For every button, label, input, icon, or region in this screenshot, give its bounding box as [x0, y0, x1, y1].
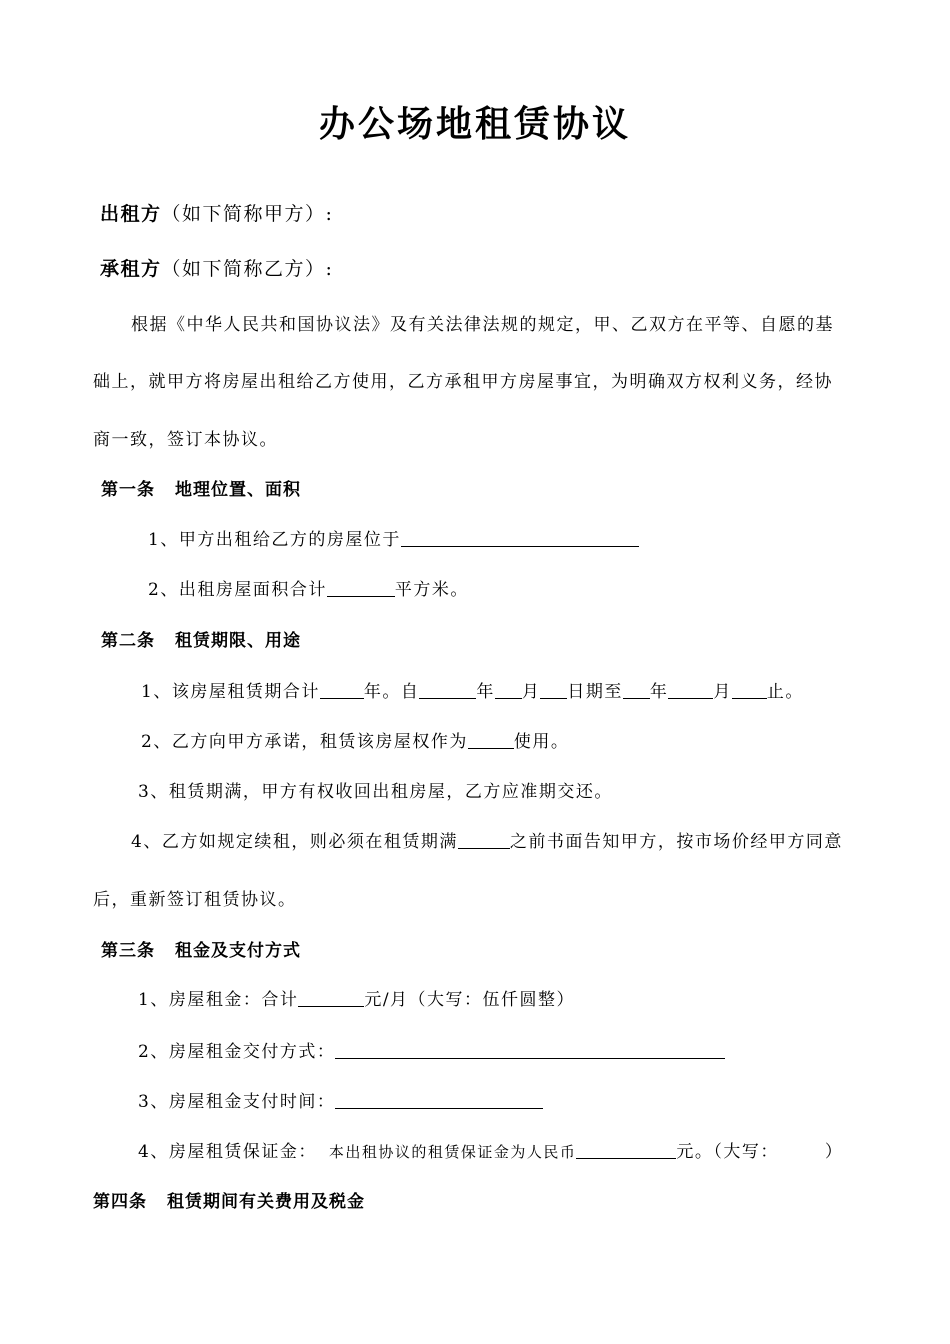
article-4-number: 第四条	[93, 1192, 147, 1212]
deposit-amount-blank[interactable]	[576, 1140, 676, 1159]
intro-line-2: 础上，就甲方将房屋出租给乙方使用，乙方承租甲方房屋事宜，为明确双方权利义务，经协	[93, 372, 833, 392]
start-month-blank[interactable]	[495, 680, 522, 699]
document-title: 办公场地租赁协议	[318, 104, 631, 145]
lessor-note: （如下简称甲方）:	[161, 203, 334, 225]
lessee-line	[100, 257, 333, 281]
lessor-label: 出租方	[100, 203, 162, 225]
article-1-item-1: 1、甲方出租给乙方的房屋位于	[148, 528, 639, 552]
address-blank[interactable]	[401, 528, 639, 547]
notice-period-blank[interactable]	[458, 830, 510, 849]
article-3-title: 租金及支付方式	[175, 941, 301, 961]
article-2-item-3: 3、租赁期满，甲方有权收回出租房屋，乙方应准期交还。	[138, 782, 613, 802]
article-3-item-2: 2、房屋租金交付方式：	[138, 1040, 725, 1064]
payment-time-blank[interactable]	[335, 1090, 543, 1109]
lessor-line	[100, 202, 333, 226]
article-4-heading	[93, 1190, 365, 1214]
article-2-item-1: 1、该房屋租赁期合计 年。自 年 月 日期至 年 月 止。	[141, 682, 804, 702]
intro-line-3: 商一致，签订本协议。	[93, 430, 278, 450]
lessee-note: （如下简称乙方）:	[161, 258, 334, 280]
article-1-number: 第一条	[101, 480, 155, 500]
area-blank[interactable]	[327, 578, 395, 597]
start-year-blank[interactable]	[419, 680, 476, 699]
article-4-title: 租赁期间有关费用及税金	[167, 1192, 365, 1212]
article-1-item-2: 2、出租房屋面积合计 平方米。	[148, 580, 469, 600]
article-1-title: 地理位置、面积	[175, 480, 301, 500]
article-2-number: 第二条	[101, 631, 155, 651]
article-2-item-4-cont: 后，重新签订租赁协议。	[93, 890, 297, 910]
lessee-label: 承租方	[100, 258, 162, 280]
article-2-title: 租赁期限、用途	[175, 631, 301, 651]
term-years-blank[interactable]	[320, 680, 364, 699]
article-2-item-2: 2、乙方向甲方承诺，租赁该房屋权作为 使用。	[141, 732, 570, 752]
payment-method-blank[interactable]	[335, 1040, 725, 1059]
article-3-item-3: 3、房屋租金支付时间：	[138, 1090, 543, 1114]
article-3-item-1: 1、房屋租金：合计 元/月（大写：伍仟圆整）	[138, 990, 576, 1010]
article-2-heading	[101, 629, 301, 653]
article-3-item-4: 4、房屋租赁保证金： 本出租协议的租赁保证金为人民币 元。（大写： ）	[138, 1142, 844, 1162]
end-day-blank[interactable]	[732, 680, 767, 699]
article-3-heading	[101, 939, 301, 963]
end-year-blank[interactable]	[623, 680, 650, 699]
intro-line-1: 根据《中华人民共和国协议法》及有关法律法规的规定，甲、乙双方在平等、自愿的基	[131, 315, 834, 335]
article-2-item-4: 4、乙方如规定续租，则必须在租赁期满 之前书面告知甲方，按市场价经甲方同意	[131, 832, 843, 852]
usage-blank[interactable]	[468, 730, 514, 749]
start-day-blank[interactable]	[540, 680, 567, 699]
article-1-heading	[101, 478, 301, 502]
rent-amount-blank[interactable]	[298, 988, 364, 1007]
article-3-number: 第三条	[101, 941, 155, 961]
end-month-blank[interactable]	[668, 680, 713, 699]
